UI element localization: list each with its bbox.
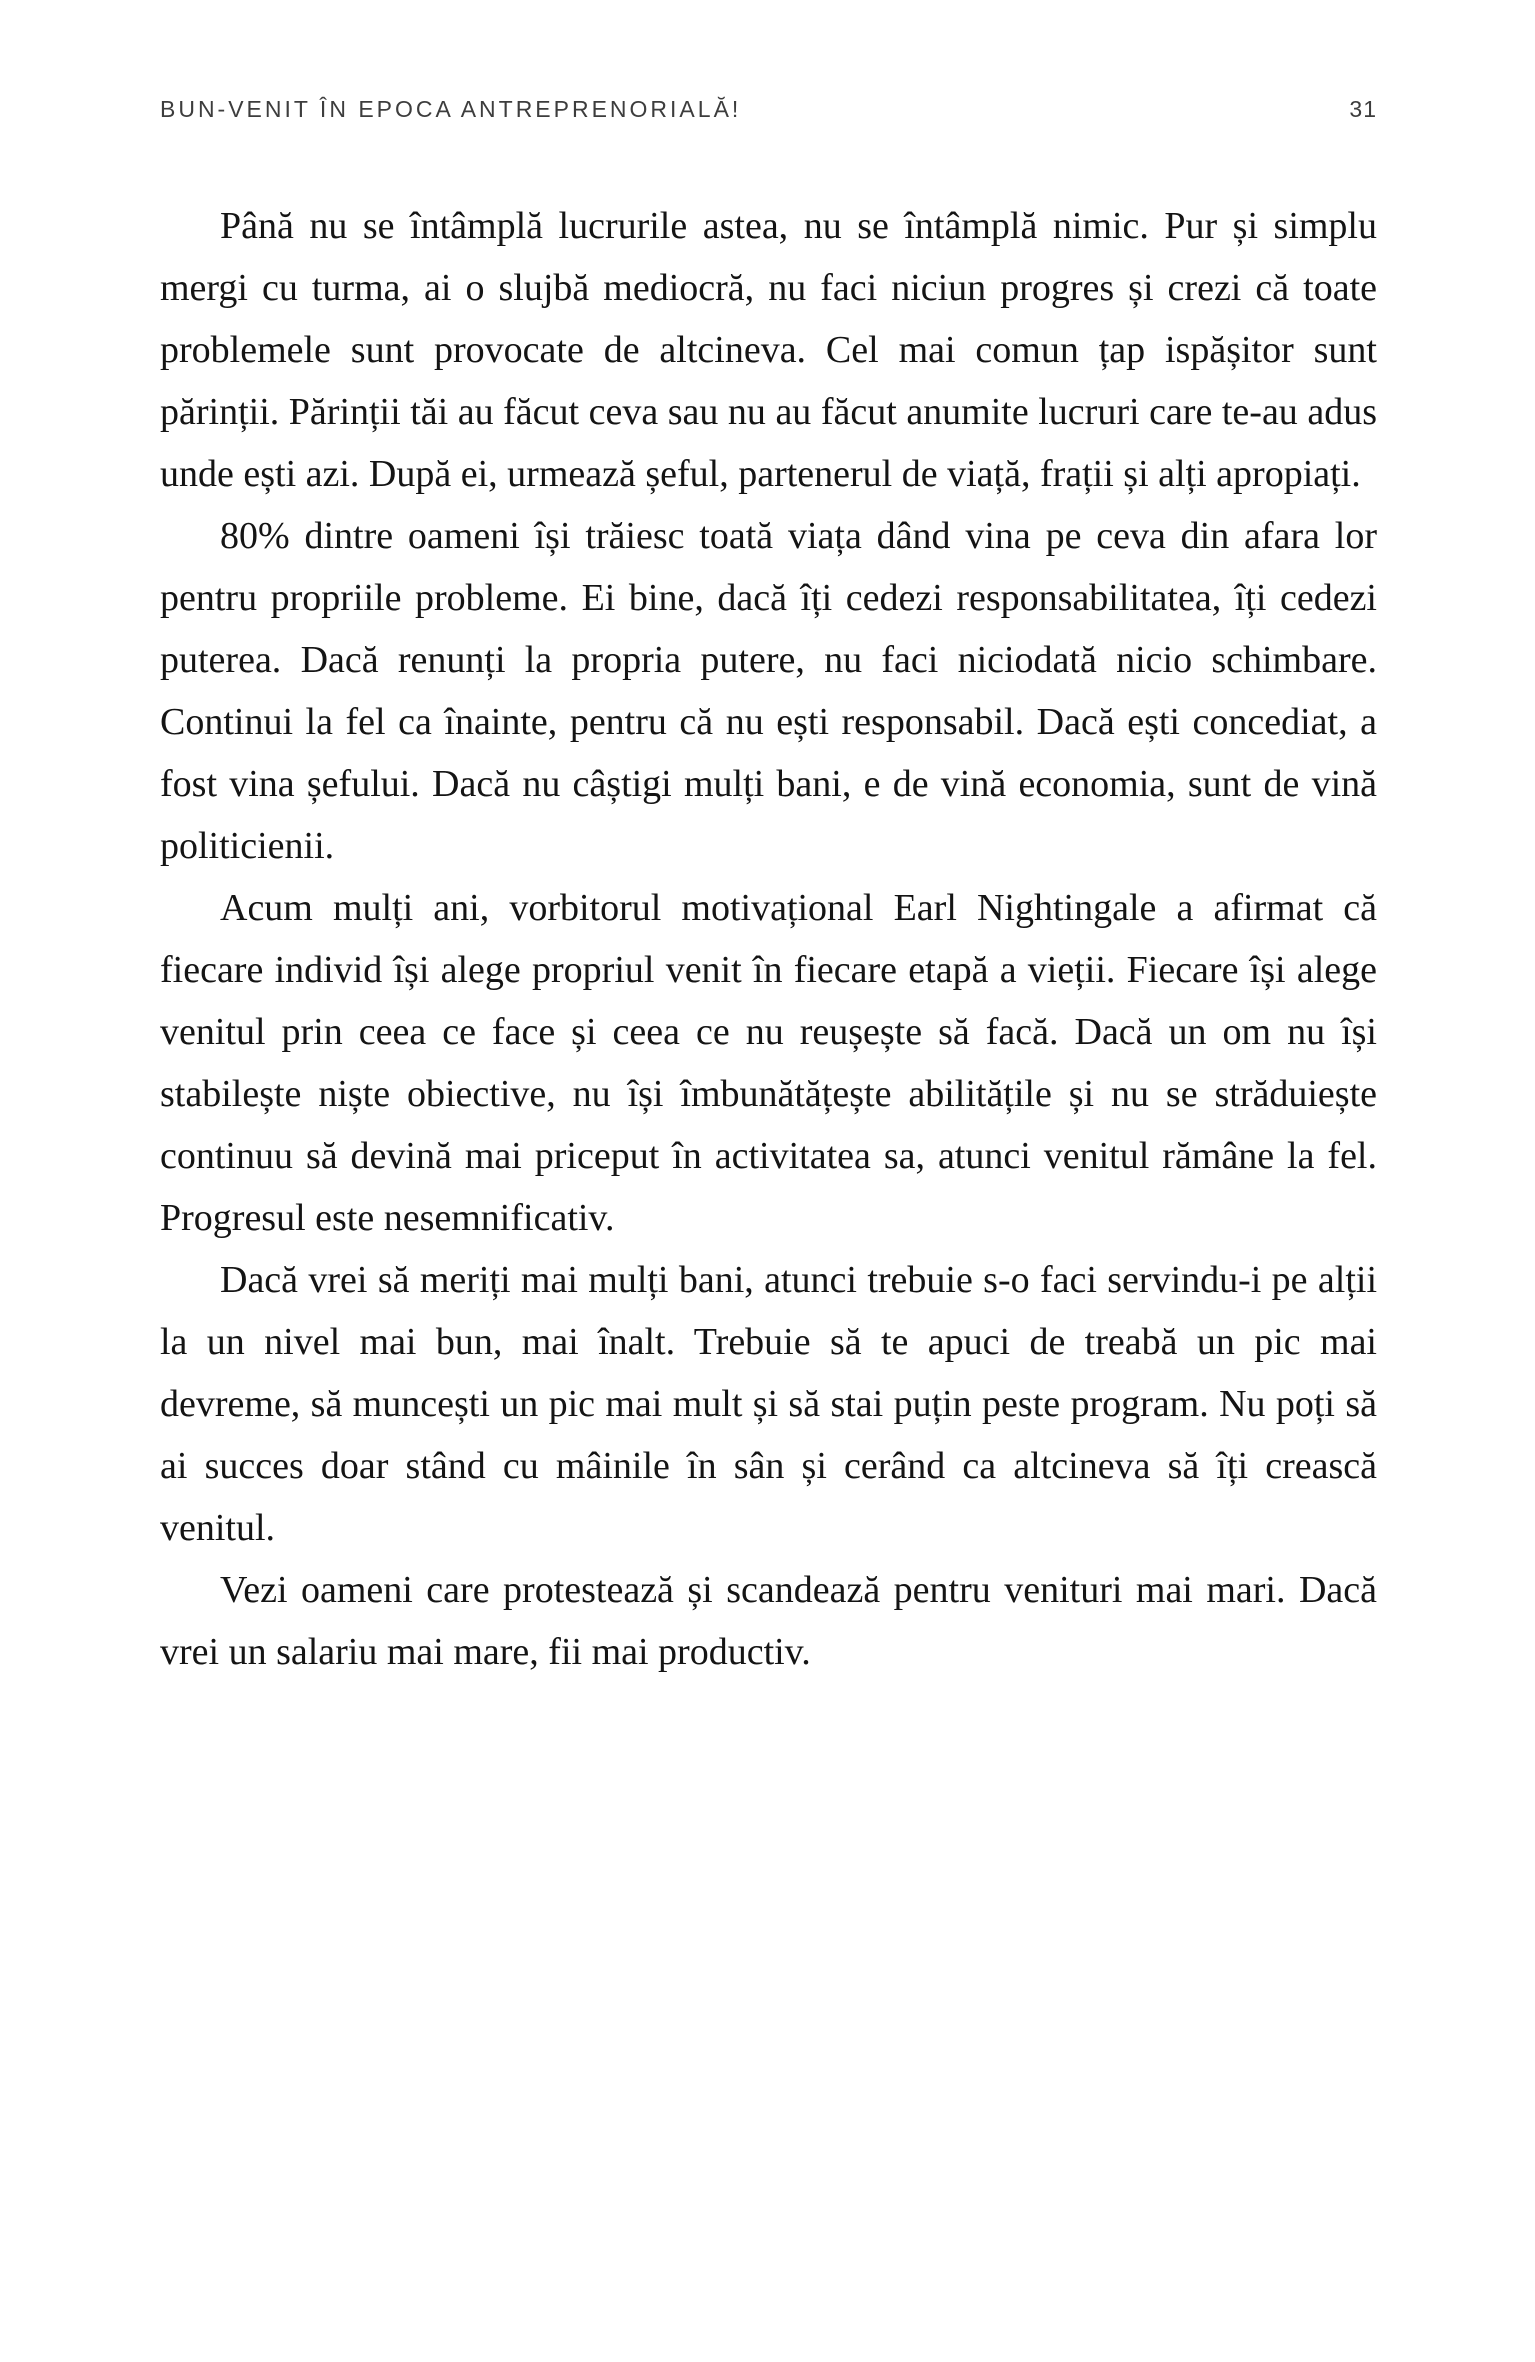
body-text bbox=[160, 195, 1377, 1683]
page-number: 31 bbox=[1349, 96, 1377, 122]
paragraph: Până nu se întâmplă lucrurile astea, nu se întâmplă nimic. Pur și simplu mergi cu turma, ai o slujbă mediocră, nu faci niciun progres și crezi că toate problemele sunt provocate de altcineva. Cel mai comun țap ispășitor sunt părinții. Părinții tăi au făcut ceva sau nu au făcut anumite lucruri care te-au adus unde ești azi. După ei, urmează șeful, partenerul de viață, frații și alți apropiați. bbox=[160, 205, 1377, 495]
paragraph: 80% dintre oameni își trăiesc toată viața dând vina pe ceva din afara lor pentru propriile probleme. Ei bine, dacă îți cedezi responsabilitatea, îți cedezi puterea. Dacă renunți la propria putere, nu faci niciodată nicio schimbare. Continui la fel ca înainte, pentru că nu ești responsabil. Dacă ești concediat, a fost vina șefului. Dacă nu câștigi mulți bani, e de vină economia, sunt de vină politicienii. bbox=[160, 515, 1377, 867]
paragraph: Acum mulți ani, vorbitorul motivațional Earl Nightingale a afirmat că fiecare individ își alege propriul venit în fiecare etapă a vieții. Fiecare își alege venitul prin ceea ce face și ceea ce nu reușește să facă. Dacă un om nu își stabilește niște obiective, nu își îmbunătățește abilitățile și nu se străduiește continuu să devină mai priceput în activitatea sa, atunci venitul rămâne la fel. Progresul este nesemnificativ. bbox=[160, 887, 1377, 1239]
paragraph: Vezi oameni care protestează și scandează pentru venituri mai mari. Dacă vrei un salariu mai mare, fii mai productiv. bbox=[160, 1569, 1377, 1673]
paragraph: Dacă vrei să meriți mai mulți bani, atunci trebuie s-o faci servindu-i pe alții la un nivel mai bun, mai înalt. Trebuie să te apuci de treabă un pic mai devreme, să muncești un pic mai mult și să stai puțin peste program. Nu poți să ai succes doar stând cu mâinile în sân și cerând ca altcineva să îți crească venitul. bbox=[160, 1259, 1377, 1549]
running-header bbox=[160, 96, 1377, 123]
running-head-title: BUN-VENIT ÎN EPOCA ANTREPRENORIALĂ! bbox=[160, 96, 742, 122]
